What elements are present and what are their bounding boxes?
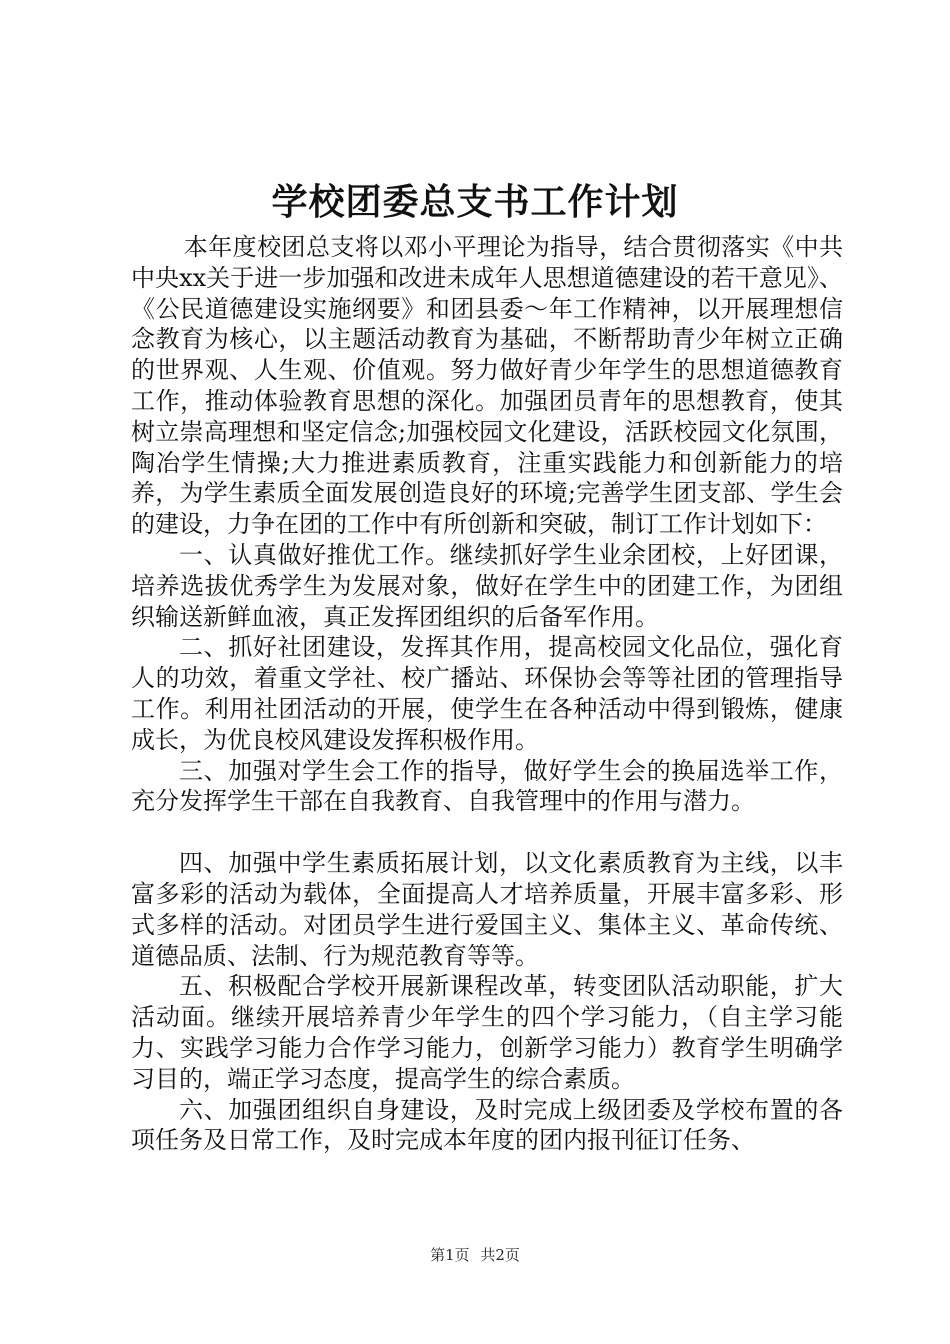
paragraph-item-3: 三、加强对学生会工作的指导，做好学生会的换届选举工作，充分发挥学生干部在自我教育、自我管理中的作用与潜力。 <box>131 756 843 816</box>
paragraph-intro: 本年度校团总支将以邓小平理论为指导，结合贯彻落实《中共中央xx关于进一步加强和改进未成年人思想道德建设的若干意见》、《公民道德建设实施纲要》和团县委～年工作精神，以开展理想信念教育为核心，以主题活动教育为基础，不断帮助青少年树立正确的世界观、人生观、价值观。努力做好青少年学生的思想道德教育工作，推动体验教育思想的深化。加强团员青年的思想教育，使其树立崇高理想和坚定信念;加强校园文化建设，活跃校园文化氛围，陶冶学生情操;大力推进素质教育，注重实践能力和创新能力的培养，为学生素质全面发展创造良好的环境;完善学生团支部、学生会的建设，力争在团的工作中有所创新和突破，制订工作计划如下： <box>131 233 843 539</box>
paragraph-item-5: 五、积极配合学校开展新课程改革，转变团队活动职能，扩大活动面。继续开展培养青少年学生的四个学习能力，（自主学习能力、实践学习能力合作学习能力，创新学习能力）教育学生明确学习目的，端正学习态度，提高学生的综合素质。 <box>131 972 843 1093</box>
document-body <box>131 232 843 1156</box>
paragraph-item-4: 四、加强中学生素质拓展计划，以文化素质教育为主线，以丰富多彩的活动为载体，全面提高人才培养质量，开展丰富多彩、形式多样的活动。对团员学生进行爱国主义、集体主义、革命传统、道德品质、法制、行为规范教育等等。 <box>131 849 843 970</box>
page-total: 共2页 <box>480 1246 520 1264</box>
page-footer <box>0 1245 950 1265</box>
paragraph-item-2: 二、抓好社团建设，发挥其作用，提高校园文化品位，强化育人的功效，着重文学社、校广播站、环保协会等等社团的管理指导工作。利用社团活动的开展，使学生在各种活动中得到锻炼，健康成长，为优良校风建设发挥积极作用。 <box>131 633 843 754</box>
page-number: 第1页 <box>430 1246 470 1264</box>
paragraph-item-6: 六、加强团组织自身建设，及时完成上级团委及学校布置的各项任务及日常工作，及时完成本年度的团内报刊征订任务、 <box>131 1095 843 1155</box>
paragraph-spacer <box>131 817 843 848</box>
paragraph-item-1: 一、认真做好推优工作。继续抓好学生业余团校，上好团课，培养选拔优秀学生为发展对象，做好在学生中的团建工作，为团组织输送新鲜血液，真正发挥团组织的后备军作用。 <box>131 540 843 631</box>
document-title: 学校团委总支书工作计划 <box>271 181 679 223</box>
